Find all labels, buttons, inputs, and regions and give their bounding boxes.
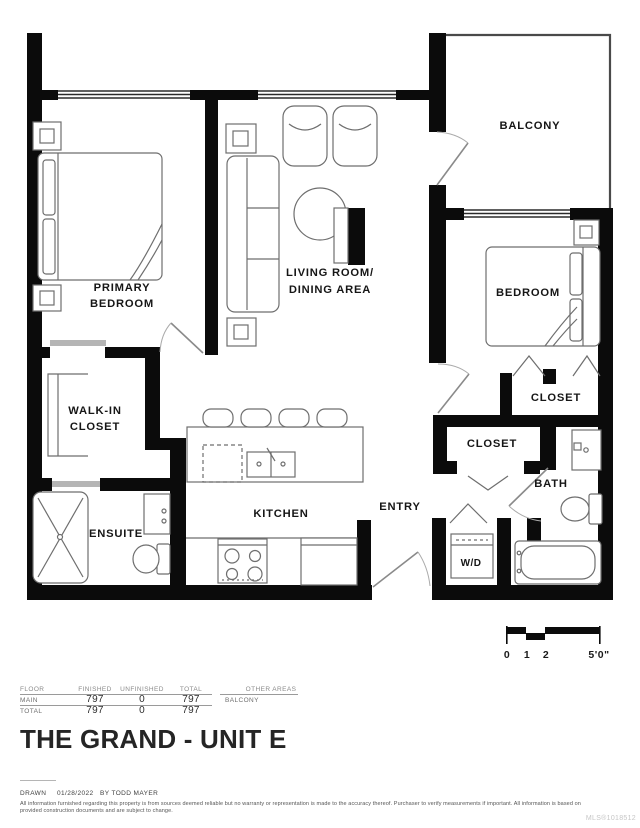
- bath-door: [509, 468, 548, 521]
- kitchen-fixtures: [186, 409, 363, 585]
- primary-bedroom-door: [160, 323, 203, 353]
- label-entry-closet: CLOSET: [466, 438, 518, 450]
- label-bedroom: BEDROOM: [495, 287, 561, 299]
- bedroom-furniture: [486, 220, 600, 346]
- washer-dryer: [451, 534, 493, 578]
- row-total-finished: 797: [86, 705, 104, 716]
- balcony-door: [437, 132, 468, 185]
- label-bath: BATH: [534, 478, 568, 490]
- label-primary-bedroom-2: BEDROOM: [89, 298, 155, 310]
- label-living-2: DINING AREA: [288, 284, 372, 296]
- label-ensuite: ENSUITE: [88, 528, 144, 540]
- col-header-floor: FLOOR: [20, 686, 45, 693]
- scale-2: 2: [542, 649, 550, 661]
- label-walk-in: WALK-IN: [68, 405, 122, 417]
- scale-0: 0: [503, 649, 511, 661]
- disclaimer-line-1: All information furnished regarding this property is from sources deemed reliable but no warranty or representation is made to the accuracy thereof. Purchaser to verify measurements if important. All information is based on: [20, 801, 581, 807]
- col-header-finished: FINISHED: [78, 686, 112, 693]
- row-main-unfinished: 0: [139, 694, 145, 705]
- row-main-floor: MAIN: [20, 697, 38, 704]
- drawn-date: 01/28/2022: [57, 790, 94, 797]
- entry-front-door: [373, 552, 430, 587]
- row-total-total: 797: [182, 705, 200, 716]
- scale-5ft: 5'0": [588, 649, 610, 661]
- row-main-finished: 797: [86, 694, 104, 705]
- bath-fixtures: [515, 430, 602, 584]
- scale-1: 1: [523, 649, 531, 661]
- bedroom-door: [438, 364, 469, 413]
- label-balcony: BALCONY: [499, 120, 561, 132]
- disclaimer-line-2: provided construction documents and are subject to change.: [20, 808, 173, 814]
- footer-rule: [20, 780, 56, 781]
- row-total-unfinished: 0: [139, 705, 145, 716]
- scale-bar: [504, 626, 610, 661]
- label-living: LIVING ROOM/: [286, 267, 374, 279]
- label-primary-bedroom: PRIMARY: [93, 282, 151, 294]
- drawn-label: DRAWN: [20, 790, 47, 797]
- row-total-floor: TOTAL: [20, 708, 43, 715]
- label-wd: W/D: [460, 558, 482, 569]
- row-main-other: BALCONY: [225, 697, 259, 704]
- col-header-unfinished: UNFINISHED: [120, 686, 164, 693]
- label-kitchen: KITCHEN: [253, 508, 309, 520]
- col-header-other-areas: OTHER AREAS: [245, 686, 297, 693]
- table-rule-top-right: [220, 694, 298, 695]
- drawn-by: BY TODD MAYER: [100, 790, 159, 797]
- label-walk-in-2: CLOSET: [69, 421, 121, 433]
- label-entry: ENTRY: [379, 501, 421, 513]
- label-bedroom-closet: CLOSET: [530, 392, 582, 404]
- page-title: THE GRAND - UNIT E: [20, 724, 287, 754]
- col-header-total: TOTAL: [179, 686, 203, 693]
- mls-number: MLS®1018512: [585, 815, 636, 822]
- row-main-total: 797: [182, 694, 200, 705]
